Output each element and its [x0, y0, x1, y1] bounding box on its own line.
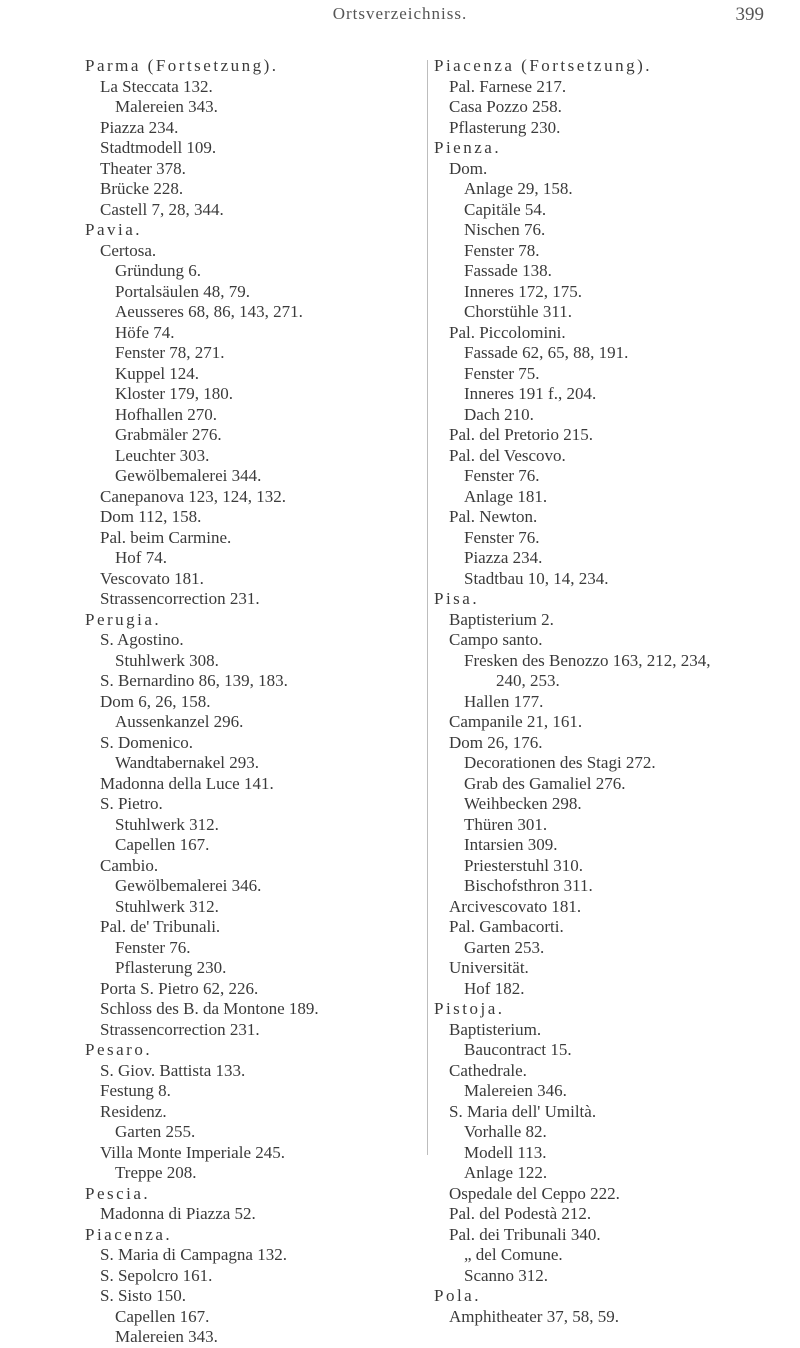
index-subentry: Fenster 78, 271.: [115, 343, 225, 362]
index-entry: Strassencorrection 231.: [100, 1019, 260, 1039]
index-entry: Pal. dei Tribunali 340.: [449, 1224, 601, 1244]
index-entry: Brücke 228.: [100, 179, 184, 198]
index-entry: Universität.: [449, 958, 529, 977]
index-entry: S. Sisto 150.: [100, 1286, 186, 1305]
index-subentry: Hallen 177.: [464, 691, 544, 711]
index-entry: Madonna di Piazza 52.: [100, 1204, 256, 1223]
index-entry: Ospedale del Ceppo 222.: [449, 1183, 620, 1203]
index-subentry: Fenster 76.: [464, 527, 540, 547]
index-subentry: Priesterstuhl 310.: [464, 855, 583, 875]
index-subentry: Treppe 208.: [115, 1163, 197, 1182]
index-subentry: Stuhlwerk 312.: [115, 814, 219, 834]
index-entry: Festung 8.: [100, 1081, 171, 1100]
page-header: [0, 0, 800, 30]
index-entry: Pal. beim Carmine.: [100, 527, 232, 547]
index-subentry: Grab des Gamaliel 276.: [464, 773, 626, 793]
index-city-heading: Pesaro.: [85, 1040, 153, 1059]
index-subentry: „ del Comune.: [464, 1245, 563, 1264]
index-column-left: [85, 56, 420, 1348]
index-subentry: Gewölbemalerei 344.: [115, 466, 262, 485]
index-subentry: Fenster 78.: [464, 240, 540, 260]
index-subentry: Leuchter 303.: [115, 445, 210, 465]
index-entry: Pal. Piccolomini.: [449, 322, 566, 342]
index-subentry: Kloster 179, 180.: [115, 384, 234, 403]
index-subentry: Hof 74.: [115, 548, 167, 567]
index-city-heading: Pienza.: [434, 138, 502, 157]
index-subentry: Piazza 234.: [464, 548, 543, 567]
index-entry: Pflasterung 230.: [449, 117, 561, 137]
index-subentry: Kuppel 124.: [115, 363, 200, 383]
index-entry: Cathedrale.: [449, 1060, 527, 1080]
index-subentry: Stuhlwerk 308.: [115, 650, 219, 670]
index-subentry: Intarsien 309.: [464, 835, 558, 854]
index-subentry: Garten 255.: [115, 1122, 196, 1141]
index-entry: Arcivescovato 181.: [449, 896, 582, 916]
index-subentry: Fassade 138.: [464, 261, 552, 280]
index-entry: Piazza 234.: [100, 117, 179, 137]
index-subentry: Portalsäulen 48, 79.: [115, 281, 251, 301]
index-entry: Pal. Farnese 217.: [449, 76, 567, 96]
index-entry: Baptisterium.: [449, 1019, 542, 1039]
index-entry: Pal. del Pretorio 215.: [449, 425, 594, 444]
index-entry: Casa Pozzo 258.: [449, 97, 562, 116]
index-entry: Theater 378.: [100, 158, 186, 178]
index-subentry: Chorstühle 311.: [464, 302, 572, 321]
index-subentry: Modell 113.: [464, 1142, 547, 1162]
index-subentry: Höfe 74.: [115, 322, 175, 342]
index-entry: Pal. Gambacorti.: [449, 917, 564, 936]
index-city-heading: Parma (Fortsetzung).: [85, 56, 279, 75]
index-subentry: Vorhalle 82.: [464, 1122, 547, 1141]
index-entry: S. Agostino.: [100, 630, 184, 649]
index-subentry: Inneres 191 f., 204.: [464, 384, 597, 403]
index-entry: Schloss des B. da Montone 189.: [100, 999, 319, 1018]
index-subentry: Malereien 346.: [464, 1081, 567, 1100]
index-subentry: Malereien 343.: [115, 97, 218, 116]
index-city-heading: Pola.: [434, 1286, 481, 1305]
index-city-heading: Pescia.: [85, 1183, 151, 1203]
index-entry: La Steccata 132.: [100, 76, 213, 96]
index-entry: Campo santo.: [449, 630, 543, 649]
index-entry: S. Pietro.: [100, 794, 163, 813]
index-city-heading: Pistoja.: [434, 999, 505, 1018]
index-subentry: Fenster 76.: [464, 466, 540, 485]
index-entry: Vescovato 181.: [100, 568, 204, 588]
index-entry: Porta S. Pietro 62, 226.: [100, 978, 259, 998]
index-entry: Residenz.: [100, 1101, 167, 1121]
index-entry: Dom 26, 176.: [449, 732, 543, 752]
index-entry: Pal. del Vescovo.: [449, 445, 566, 465]
index-subentry: Baucontract 15.: [464, 1040, 572, 1059]
index-subentry: Malereien 343.: [115, 1327, 218, 1346]
index-entry: Dom 112, 158.: [100, 507, 202, 526]
index-subentry: Decorationen des Stagi 272.: [464, 753, 656, 772]
index-subentry: Fenster 76.: [115, 937, 191, 957]
index-subentry: Thüren 301.: [464, 814, 548, 834]
index-entry: Villa Monte Imperiale 245.: [100, 1142, 285, 1162]
index-entry: Stadtmodell 109.: [100, 138, 217, 157]
index-entry: S. Maria dell' Umiltà.: [449, 1101, 597, 1121]
index-entry: Pal. Newton.: [449, 507, 538, 526]
index-subentry: Bischofsthron 311.: [464, 876, 593, 895]
index-subentry: Hofhallen 270.: [115, 404, 217, 424]
index-subentry: Stuhlwerk 312.: [115, 896, 219, 916]
index-city-heading: Piacenza (Fortsetzung).: [434, 56, 652, 75]
index-subentry: Capellen 167.: [115, 835, 210, 854]
index-city-heading: Perugia.: [85, 609, 162, 629]
index-subentry: Grabmäler 276.: [115, 425, 222, 444]
index-entry: Castell 7, 28, 344.: [100, 199, 224, 219]
index-entry: Canepanova 123, 124, 132.: [100, 486, 287, 506]
index-subentry: Capitäle 54.: [464, 199, 547, 219]
index-subentry: Stadtbau 10, 14, 234.: [464, 568, 609, 588]
index-subentry: Weihbecken 298.: [464, 794, 582, 813]
index-subentry: Capellen 167.: [115, 1306, 210, 1326]
index-entry: S. Bernardino 86, 139, 183.: [100, 671, 288, 690]
index-entry: Madonna della Luce 141.: [100, 773, 274, 793]
index-subentry: Wandtabernakel 293.: [115, 753, 260, 772]
index-subentry: Scanno 312.: [464, 1265, 549, 1285]
index-entry: Pal. del Podestà 212.: [449, 1204, 592, 1223]
index-subentry: Fresken des Benozzo 163, 212, 234,: [464, 650, 711, 670]
index-entry: Baptisterium 2.: [449, 609, 554, 629]
index-entry: Campanile 21, 161.: [449, 712, 583, 731]
index-entry: S. Sepolcro 161.: [100, 1265, 213, 1285]
index-subentry: Pflasterung 230.: [115, 958, 227, 977]
index-entry: Cambio.: [100, 855, 159, 875]
index-city-heading: Piacenza.: [85, 1224, 173, 1244]
index-subentry: Anlage 122.: [464, 1163, 548, 1182]
index-subentry: Dach 210.: [464, 404, 534, 424]
page-number: 399: [735, 4, 764, 25]
index-entry: Certosa.: [100, 240, 157, 260]
index-entry: S. Giov. Battista 133.: [100, 1060, 246, 1080]
index-subentry: Fassade 62, 65, 88, 191.: [464, 343, 629, 362]
index-subentry: Anlage 29, 158.: [464, 179, 573, 198]
index-city-heading: Pisa.: [434, 589, 480, 608]
index-city-heading: Pavia.: [85, 220, 143, 239]
index-entry: Dom.: [449, 158, 488, 178]
index-entry: S. Maria di Campagna 132.: [100, 1245, 287, 1264]
index-subentry: Nischen 76.: [464, 220, 546, 239]
index-entry: Dom 6, 26, 158.: [100, 691, 211, 711]
index-subentry: Gründung 6.: [115, 261, 201, 280]
index-subentry: Gewölbemalerei 346.: [115, 876, 262, 895]
index-entry: Strassencorrection 231.: [100, 589, 260, 608]
index-subentry: Aeusseres 68, 86, 143, 271.: [115, 302, 303, 321]
index-subentry: Anlage 181.: [464, 486, 548, 506]
index-entry: Amphitheater 37, 58, 59.: [449, 1306, 619, 1326]
index-subentry: Hof 182.: [464, 978, 525, 998]
index-subentry: 240, 253.: [496, 671, 560, 690]
index-subentry: Fenster 75.: [464, 363, 540, 383]
running-title: Ortsverzeichniss.: [332, 4, 468, 23]
index-entry: S. Domenico.: [100, 732, 194, 752]
column-divider: [427, 60, 428, 1155]
index-column-right: [434, 56, 784, 1327]
index-entry: Pal. de' Tribunali.: [100, 917, 221, 936]
index-subentry: Garten 253.: [464, 937, 545, 957]
index-subentry: Aussenkanzel 296.: [115, 712, 244, 731]
index-subentry: Inneres 172, 175.: [464, 281, 583, 301]
